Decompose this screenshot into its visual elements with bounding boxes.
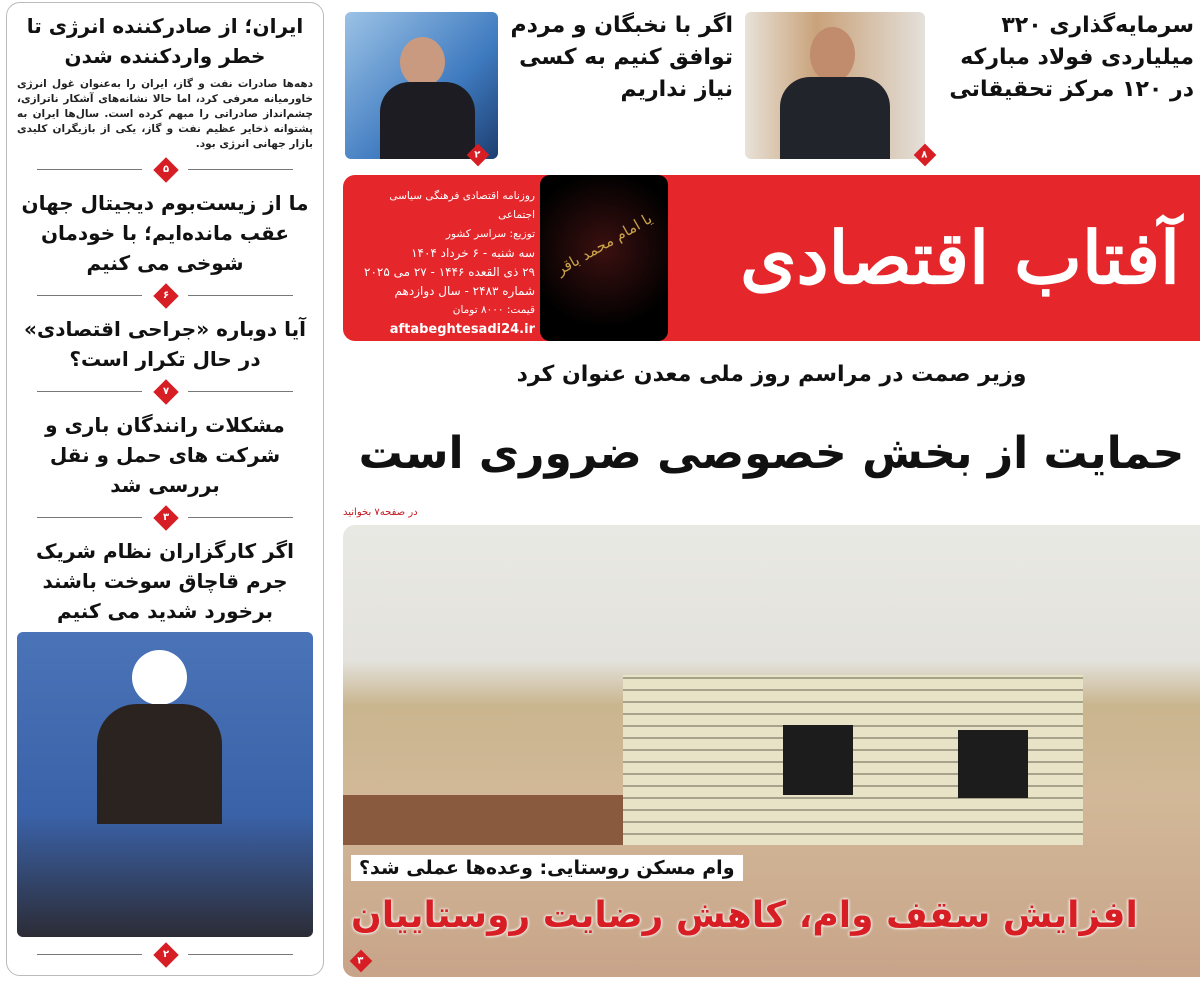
left-story-2-headline[interactable]: ما از زیست‌بوم دیجیتال جهان عقب مانده‌ایم؛ با خودمان شوخی می کنیم [21,191,309,275]
top-story-2-headline[interactable]: سرمایه‌گذاری ۳۲۰ میلیاردی فولاد مبارکه در ۱۲۰ مرکز تحقیقاتی [949,13,1194,102]
left-story-3-headline[interactable]: آیا دوباره «جراحی اقتصادی» در حال تکرار است؟ [24,317,306,371]
newspaper-logo: آفتاب اقتصادی [740,215,1180,300]
judiciary-chief-photo [17,632,313,937]
steel-official-photo: ۸ [745,12,925,159]
page-marker: ۵ [17,160,313,180]
left-story-5-headline[interactable]: اگر کارگزاران نظام شریک جرم قاچاق سوخت باشند برخورد شدید می کنیم [35,539,295,623]
issue-number: شماره ۲۴۸۳ - سال دوازدهم [394,284,535,298]
page-marker: ۳ [17,508,313,528]
rural-housing-photo: وام مسکن روستایی: وعده‌ها عملی شد؟ افزایش سقف وام، کاهش رضایت روستاییان ۳ [343,525,1200,977]
page-marker: ۲ [17,945,313,965]
issue-info [355,187,535,339]
masthead [343,175,1200,341]
photo-kicker: وام مسکن روستایی: وعده‌ها عملی شد؟ [351,855,743,881]
religious-poster: یا امام محمد باقر [540,175,668,341]
lead-kicker: وزیر صمت در مراسم روز ملی معدن عنوان کرد [516,362,1027,387]
page-marker: ۶ [17,286,313,306]
distribution: توزیع: سراسر کشور [445,228,535,240]
date-persian: سه شنبه - ۶ خرداد ۱۴۰۴ [411,246,535,260]
left-story-1-body: دهه‌ها صادرات نفت و گاز، ایران را به‌عنوان غول انرژی خاورمیانه معرفی کرد، اما حالا نشانه‌های آشکار ناترازی، چشم‌انداز صادراتی را مبهم کرده است. سال‌ها ایران به پشتوانه ذخایر عظیم نفت و گاز، یکی از بازیگران کلیدی بازار جهانی انرژی بود. [17,78,313,150]
continue-on-page[interactable]: در صفحه۷ بخوانید [343,507,418,518]
left-column [6,2,324,976]
price: قیمت: ۸۰۰۰ تومان [452,304,535,316]
website-link[interactable]: aftabeghtesadi24.ir [389,322,535,337]
page-marker: ۷ [17,382,313,402]
lead-headline[interactable]: حمایت از بخش خصوصی ضروری است [358,428,1185,479]
paper-type: روزنامه اقتصادی فرهنگی سیاسی اجتماعی [389,190,535,221]
president-photo: ۲ [345,12,498,159]
left-story-4-headline[interactable]: مشکلات رانندگان باری و شرکت های حمل و نقل بررسی شد [45,413,285,497]
left-story-1-headline[interactable]: ایران؛ از صادرکننده انرژی تا خطر واردکننده شدن [26,14,304,68]
date-hijri-gregorian: ۲۹ ذی القعده ۱۴۴۶ - ۲۷ می ۲۰۲۵ [364,265,535,279]
photo-headline[interactable]: افزایش سقف وام، کاهش رضایت روستاییان [351,895,1138,936]
robe-shape [97,704,222,824]
turban-shape [132,650,187,705]
top-story-1-headline[interactable]: اگر با نخبگان و مردم توافق کنیم به کسی نیاز نداریم [510,13,733,102]
